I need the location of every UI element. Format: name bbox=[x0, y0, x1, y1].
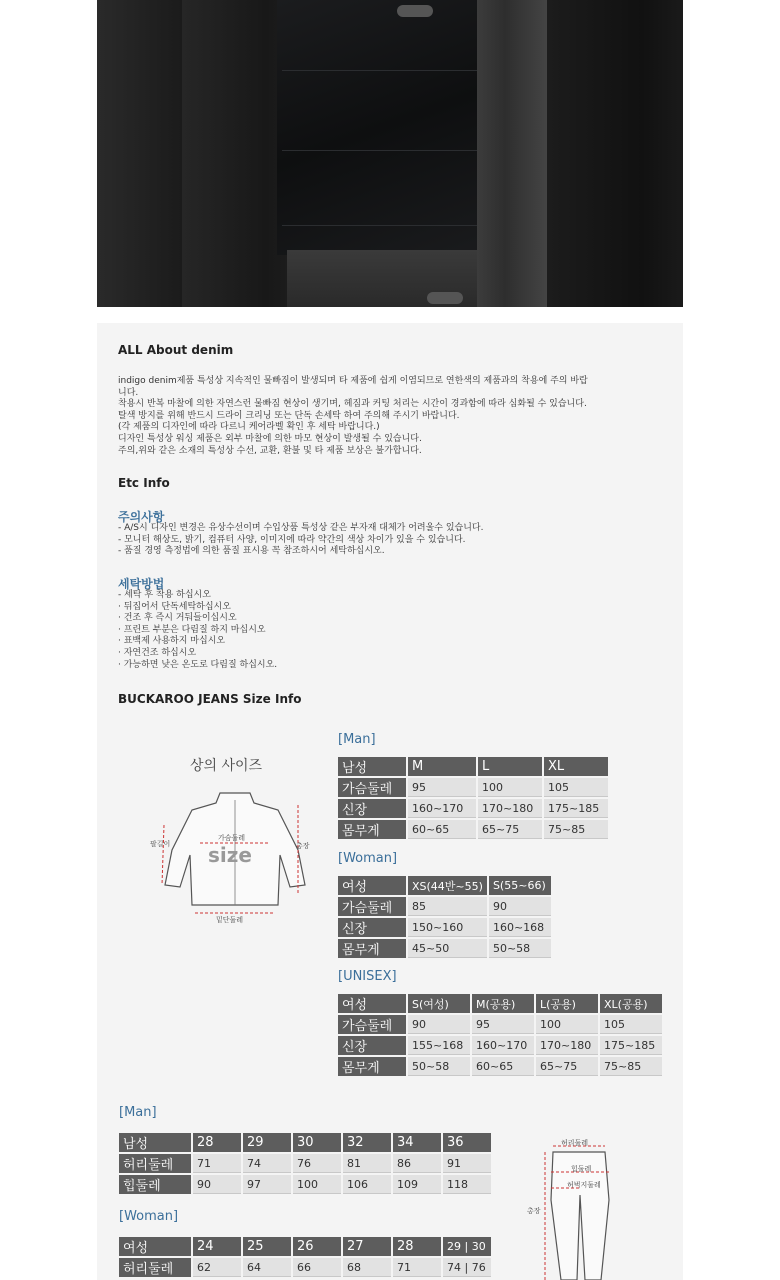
header-cell: 27 bbox=[343, 1237, 391, 1256]
table-row bbox=[119, 1154, 491, 1173]
bottom-man-size-table bbox=[117, 1131, 493, 1196]
photo-background bbox=[97, 0, 187, 307]
table-header-row bbox=[119, 1237, 491, 1256]
bottom-size-diagram bbox=[525, 1140, 635, 1280]
table-cell: 68 bbox=[343, 1258, 391, 1277]
table-cell: 160~170 bbox=[408, 799, 476, 818]
table-cell: 160~168 bbox=[489, 918, 551, 937]
bottom-woman-size-table bbox=[117, 1235, 493, 1279]
row-label: 허리둘레 bbox=[119, 1154, 191, 1173]
top-size-diagram bbox=[150, 755, 320, 925]
table-cell: 75~85 bbox=[600, 1057, 662, 1076]
header-cell: XS(44반~55) bbox=[408, 876, 487, 895]
label-waist: 허리둘레 bbox=[561, 1139, 589, 1147]
label-length: 총장 bbox=[296, 842, 310, 850]
jacket-button bbox=[427, 292, 463, 304]
label-hem: 밑단둘레 bbox=[216, 916, 244, 924]
table-cell: 170~180 bbox=[478, 799, 542, 818]
bottom-woman-label: [Woman] bbox=[119, 1209, 179, 1224]
table-cell: 66 bbox=[293, 1258, 341, 1277]
header-cell: M(공용) bbox=[472, 994, 534, 1013]
table-row bbox=[338, 1036, 662, 1055]
wash-title: 세탁방법 bbox=[118, 577, 165, 591]
header-cell: 36 bbox=[443, 1133, 491, 1152]
label-hip: 힙둘레 bbox=[571, 1165, 592, 1173]
table-row bbox=[338, 799, 608, 818]
table-row bbox=[338, 1015, 662, 1034]
wash-line: · 뒤집어서 단독세탁하십시오 bbox=[118, 601, 231, 612]
row-label: 몸무게 bbox=[338, 939, 406, 958]
quilt-seam bbox=[282, 150, 482, 151]
table-cell: 75~85 bbox=[544, 820, 608, 839]
wash-line: - 세탁 후 착용 하십시오 bbox=[118, 590, 211, 600]
header-cell: 여성 bbox=[338, 876, 406, 895]
table-cell: 90 bbox=[489, 897, 551, 916]
wash-line: · 건조 후 즉시 거둬들이십시오 bbox=[118, 613, 237, 624]
table-cell: 64 bbox=[243, 1258, 291, 1277]
table-row bbox=[338, 939, 551, 958]
row-label: 신장 bbox=[338, 799, 406, 818]
table-row bbox=[119, 1175, 491, 1194]
top-woman-label: [Woman] bbox=[338, 851, 398, 866]
wash-line: · 자연건조 하십시오 bbox=[118, 647, 197, 658]
table-row bbox=[338, 1057, 662, 1076]
notice-text bbox=[118, 523, 678, 558]
about-line: 디자인 특성상 워싱 제품은 외부 마찰에 의한 마모 현상이 발생될 수 있습니다. bbox=[118, 433, 422, 444]
top-size-title: 상의 사이즈 bbox=[190, 758, 263, 774]
table-cell: 105 bbox=[544, 778, 608, 797]
table-cell: 90 bbox=[408, 1015, 470, 1034]
table-cell: 71 bbox=[193, 1154, 241, 1173]
top-woman-size-table bbox=[336, 874, 553, 960]
label-size: size bbox=[208, 843, 252, 867]
header-cell: S(55~66) bbox=[489, 876, 551, 895]
wash-line: · 프린트 부분은 다림질 하지 마십시오 bbox=[118, 624, 266, 635]
product-photo bbox=[97, 0, 683, 307]
table-cell: 175~185 bbox=[544, 799, 608, 818]
top-man-size-table bbox=[336, 755, 610, 841]
header-cell: 29 | 30 bbox=[443, 1237, 491, 1256]
row-label: 몸무게 bbox=[338, 820, 406, 839]
row-label: 신장 bbox=[338, 1036, 406, 1055]
header-cell: L bbox=[478, 757, 542, 776]
header-cell: S(여성) bbox=[408, 994, 470, 1013]
jacket-button bbox=[397, 5, 433, 17]
table-cell: 85 bbox=[408, 897, 487, 916]
table-row bbox=[338, 778, 608, 797]
row-label: 가슴둘레 bbox=[338, 1015, 406, 1034]
table-cell: 95 bbox=[472, 1015, 534, 1034]
size-info-title: BUCKAROO JEANS Size Info bbox=[118, 692, 302, 706]
table-cell: 150~160 bbox=[408, 918, 487, 937]
table-cell: 65~75 bbox=[478, 820, 542, 839]
table-cell: 155~168 bbox=[408, 1036, 470, 1055]
about-line: 니다. bbox=[118, 387, 139, 398]
header-cell: 남성 bbox=[119, 1133, 191, 1152]
row-label: 허리둘레 bbox=[119, 1258, 191, 1277]
table-cell: 86 bbox=[393, 1154, 441, 1173]
header-cell: M bbox=[408, 757, 476, 776]
label-pants-length: 총장 bbox=[527, 1207, 541, 1215]
header-cell: L(공용) bbox=[536, 994, 598, 1013]
table-cell: 170~180 bbox=[536, 1036, 598, 1055]
etc-info-title: Etc Info bbox=[118, 476, 170, 490]
wash-line: · 표백제 사용하지 마십시오 bbox=[118, 636, 226, 647]
quilt-seam bbox=[282, 225, 482, 226]
header-cell: 24 bbox=[193, 1237, 241, 1256]
header-cell: 34 bbox=[393, 1133, 441, 1152]
header-cell: 26 bbox=[293, 1237, 341, 1256]
pants-outline-icon bbox=[525, 1140, 635, 1280]
label-sleeve: 팔길이 bbox=[150, 840, 171, 848]
table-cell: 65~75 bbox=[536, 1057, 598, 1076]
table-cell: 45~50 bbox=[408, 939, 487, 958]
about-denim-title: ALL About denim bbox=[118, 343, 234, 357]
table-cell: 109 bbox=[393, 1175, 441, 1194]
header-cell: 28 bbox=[393, 1237, 441, 1256]
about-line: 탈색 방지를 위해 반드시 드라이 크리닝 또는 단독 손세탁 하여 주의해 주시기 바랍니다. bbox=[118, 410, 460, 421]
table-header-row bbox=[338, 876, 551, 895]
table-cell: 60~65 bbox=[472, 1057, 534, 1076]
table-cell: 100 bbox=[293, 1175, 341, 1194]
table-cell: 74 bbox=[243, 1154, 291, 1173]
notice-line: - 모니터 해상도, 밝기, 컴퓨터 사양, 이미지에 따라 약간의 색상 차이가 있을 수 있습니다. bbox=[118, 534, 466, 545]
table-header-row bbox=[119, 1133, 491, 1152]
about-line: 주의,위와 같은 소재의 특성상 수선, 교환, 환불 및 타 제품 보상은 불가합니다. bbox=[118, 445, 422, 456]
notice-line: - A/S시 디자인 변경은 유상수선이며 수입상품 특성상 같은 부자재 대체가 어려울수 있습니다. bbox=[118, 523, 484, 533]
header-cell: 29 bbox=[243, 1133, 291, 1152]
table-cell: 62 bbox=[193, 1258, 241, 1277]
table-header-row bbox=[338, 994, 662, 1013]
about-line: (각 제품의 디자인에 따라 다르니 케어라벨 확인 후 세탁 바랍니다.) bbox=[118, 422, 380, 433]
table-cell: 95 bbox=[408, 778, 476, 797]
table-cell: 160~170 bbox=[472, 1036, 534, 1055]
row-label: 신장 bbox=[338, 918, 406, 937]
table-cell: 175~185 bbox=[600, 1036, 662, 1055]
header-cell: 여성 bbox=[119, 1237, 191, 1256]
about-line: 착용시 반복 마찰에 의한 자연스런 물빠짐 현상이 생기며, 헤짐과 커팅 처리는 시간이 경과함에 따라 심화될 수 있습니다. bbox=[118, 399, 587, 410]
label-chest: 가슴둘레 bbox=[218, 834, 246, 842]
table-cell: 100 bbox=[536, 1015, 598, 1034]
table-row bbox=[338, 820, 608, 839]
jacket-placket bbox=[477, 0, 547, 307]
row-label: 가슴둘레 bbox=[338, 897, 406, 916]
top-unisex-size-table bbox=[336, 992, 664, 1078]
wash-text bbox=[118, 590, 678, 671]
bottom-man-label: [Man] bbox=[119, 1105, 157, 1120]
table-cell: 91 bbox=[443, 1154, 491, 1173]
table-cell: 50~58 bbox=[408, 1057, 470, 1076]
header-cell: 25 bbox=[243, 1237, 291, 1256]
label-thigh: 허벅지둘레 bbox=[567, 1181, 601, 1189]
jacket-quilted-lining bbox=[277, 0, 487, 255]
table-cell: 71 bbox=[393, 1258, 441, 1277]
table-cell: 76 bbox=[293, 1154, 341, 1173]
row-label: 힙둘레 bbox=[119, 1175, 191, 1194]
jacket-denim-hem bbox=[287, 250, 507, 307]
table-cell: 81 bbox=[343, 1154, 391, 1173]
wash-line: · 가능하면 낮은 온도로 다림질 하십시오. bbox=[118, 659, 278, 670]
table-cell: 106 bbox=[343, 1175, 391, 1194]
notice-line: - 품질 경영 측정법에 의한 품질 표시용 꼭 참조하시어 세탁하십시오. bbox=[118, 546, 385, 557]
quilt-seam bbox=[282, 70, 482, 71]
jacket-front-right bbox=[547, 0, 683, 307]
row-label: 가슴둘레 bbox=[338, 778, 406, 797]
table-cell: 105 bbox=[600, 1015, 662, 1034]
notice-title: 주의사항 bbox=[118, 510, 165, 524]
about-denim-text bbox=[118, 376, 678, 457]
table-cell: 60~65 bbox=[408, 820, 476, 839]
table-cell: 118 bbox=[443, 1175, 491, 1194]
table-row bbox=[338, 897, 551, 916]
top-man-label: [Man] bbox=[338, 732, 376, 747]
table-row bbox=[338, 918, 551, 937]
top-unisex-label: [UNISEX] bbox=[338, 969, 397, 984]
about-line: indigo denim제품 특성상 지속적인 물빠짐이 발생되며 타 제품에 쉽게 이염되므로 연한색의 제품과의 착용에 주의 바랍 bbox=[118, 376, 588, 386]
table-header-row bbox=[338, 757, 608, 776]
table-cell: 50~58 bbox=[489, 939, 551, 958]
table-cell: 97 bbox=[243, 1175, 291, 1194]
table-cell: 100 bbox=[478, 778, 542, 797]
row-label: 몸무게 bbox=[338, 1057, 406, 1076]
header-cell: XL(공용) bbox=[600, 994, 662, 1013]
header-cell: 남성 bbox=[338, 757, 406, 776]
header-cell: 여성 bbox=[338, 994, 406, 1013]
table-row bbox=[119, 1258, 491, 1277]
header-cell: 30 bbox=[293, 1133, 341, 1152]
table-cell: 90 bbox=[193, 1175, 241, 1194]
header-cell: XL bbox=[544, 757, 608, 776]
header-cell: 32 bbox=[343, 1133, 391, 1152]
header-cell: 28 bbox=[193, 1133, 241, 1152]
table-cell: 74 | 76 bbox=[443, 1258, 491, 1277]
